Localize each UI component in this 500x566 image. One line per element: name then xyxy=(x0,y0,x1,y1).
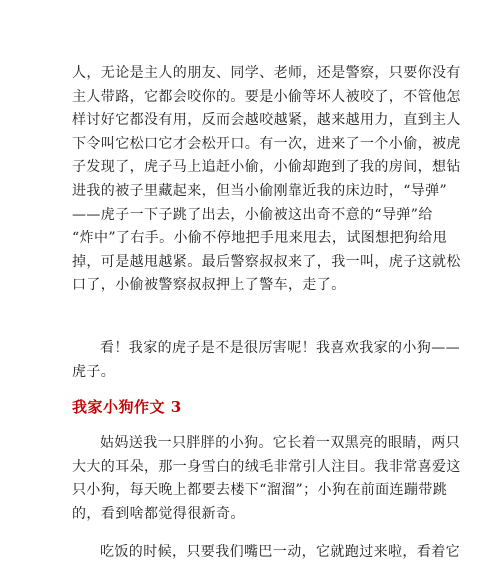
paragraph-3-text xyxy=(72,432,461,526)
paragraph-2 xyxy=(72,337,460,384)
text-line: 只小狗，每天晚上都要去楼下“溜溜”；小狗在前面连蹦带跳 xyxy=(72,482,448,499)
text-line: “炸中”了右手。小偷不停地把手甩来甩去，试图想把狗给甩 xyxy=(72,230,448,247)
paragraph-1-text xyxy=(72,62,461,298)
text-line: 人，无论是主人的朋友、同学、老师，还是警察，只要你没有 xyxy=(72,65,461,81)
text-line: ——虎子一下子跳了出去，小偷被这出奇不意的“导弹”给 xyxy=(72,206,433,223)
text-line: 的，看到啥都觉得很新奇。 xyxy=(72,505,245,522)
paragraph-4-text xyxy=(72,541,460,565)
paragraph-3 xyxy=(72,432,461,526)
text-line: 掉，可是越甩越紧。最后警察叔叔来了，我一叫，虎子这就松 xyxy=(72,253,461,270)
paragraph-1 xyxy=(72,62,461,298)
paragraph-4 xyxy=(72,541,460,565)
text-line: 口了，小偷被警察叔叔押上了警车，走了。 xyxy=(72,277,346,294)
text-line: 吃饭的时候，只要我们嘴巴一动，它就跑过来啦，看着它 xyxy=(100,544,460,560)
text-line: 样讨好它都没有用，反而会越咬越紧，越来越用力，直到主人 xyxy=(72,112,461,129)
section-heading: 我家小狗作文 3 xyxy=(72,398,182,416)
text-line: 虎子。 xyxy=(72,363,116,380)
paragraph-2-text xyxy=(72,337,460,384)
text-line: 姑妈送我一只胖胖的小狗。它长着一双黑亮的眼睛，两只 xyxy=(100,435,460,451)
text-line: 看！我家的虎子是不是很厉害呢！我喜欢我家的小狗—— xyxy=(100,340,460,356)
text-line: 子发现了，虎子马上追赶小偷，小偷却跑到了我的房间，想钻 xyxy=(72,159,461,176)
text-line: 进我的被子里藏起来，但当小偷刚靠近我的床边时，“导弹” xyxy=(72,182,448,199)
text-line: 下令叫它松口它才会松开口。有一次，进来了一个小偷，被虎 xyxy=(72,135,461,152)
text-line: 主人带路，它都会咬你的。要是小偷等坏人被咬了，不管他怎 xyxy=(72,88,461,105)
text-line: 大大的耳朵，那一身雪白的绒毛非常引人注目。我非常喜爱这 xyxy=(72,458,461,475)
